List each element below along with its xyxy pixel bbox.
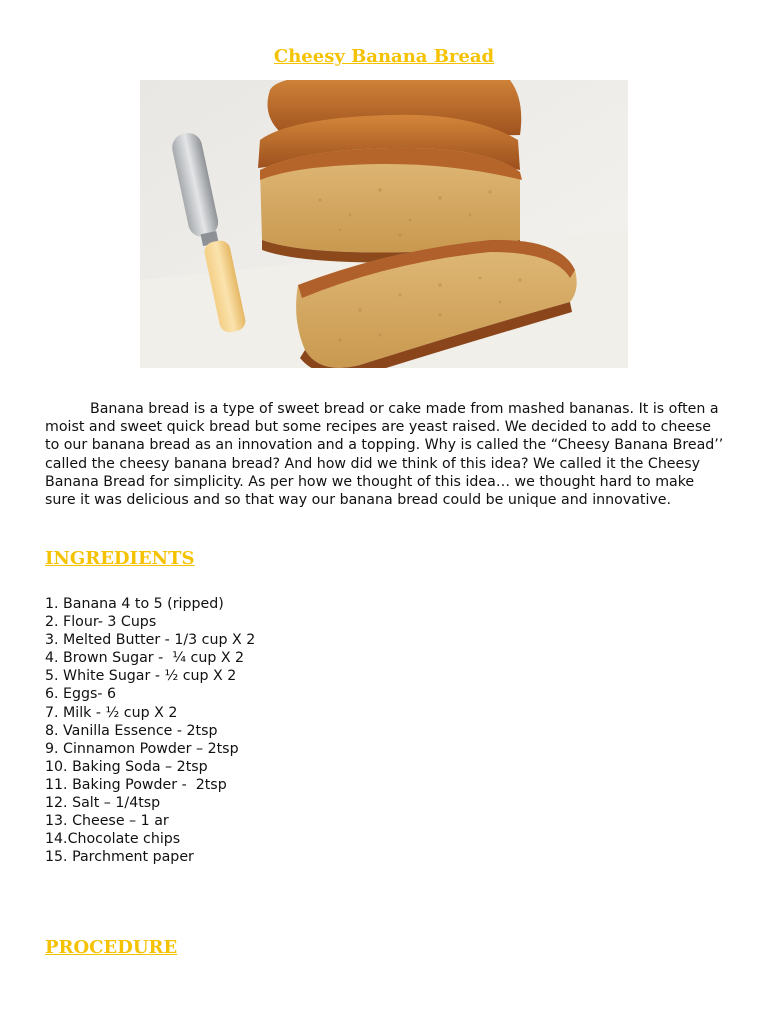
ingredient-item: 11. Baking Powder - 2tsp (45, 776, 227, 793)
ingredient-item: 1. Banana 4 to 5 (ripped) (45, 596, 224, 612)
ingredient-item: 3. Melted Butter - 1/3 cup X 2 (45, 632, 256, 649)
ingredient-item: 7. Milk - ½ cup X 2 (45, 704, 178, 721)
ingredient-item: 14.Chocolate chips (45, 831, 181, 848)
ingredient-item: 5. White Sugar - ½ cup X 2 (45, 668, 237, 685)
ingredients-heading: INGREDIENTS (45, 548, 195, 569)
ingredient-item: 6. Eggs- 6 (45, 686, 117, 703)
banana-bread-photo (140, 80, 628, 368)
ingredient-item: 13. Cheese – 1 ar (45, 813, 169, 830)
ingredient-item: 8. Vanilla Essence - 2tsp (45, 722, 218, 739)
page-title: Cheesy Banana Bread (273, 46, 495, 67)
ingredient-item: 10. Baking Soda – 2tsp (45, 758, 208, 775)
intro-text: Banana bread is a type of sweet bread or cake made from mashed bananas. It is often a moist and sweet quick bread but some recipes are yeast raised. We decided to add to cheese to our banana bread as an innovation and a topping. Why is called the “Cheesy Banana Bread’’ called the cheesy banana bread? And how did we think of this idea? We called it the Cheesy Banana Bread for simplicity. As per how we thought of this idea… we thought hard to make sure it was delicious and so that way our banana bread could be unique and innovative. (45, 401, 724, 509)
procedure-heading: PROCEDURE (45, 937, 178, 958)
ingredient-item: 2. Flour- 3 Cups (45, 614, 157, 631)
ingredient-item: 4. Brown Sugar - ¼ cup X 2 (45, 650, 245, 667)
intro-paragraph (45, 400, 725, 509)
ingredient-item: 9. Cinnamon Powder – 2tsp (45, 740, 239, 757)
ingredient-item: 12. Salt – 1/4tsp (45, 795, 161, 812)
ingredient-list (45, 595, 255, 866)
ingredient-item: 15. Parchment paper (45, 849, 194, 866)
